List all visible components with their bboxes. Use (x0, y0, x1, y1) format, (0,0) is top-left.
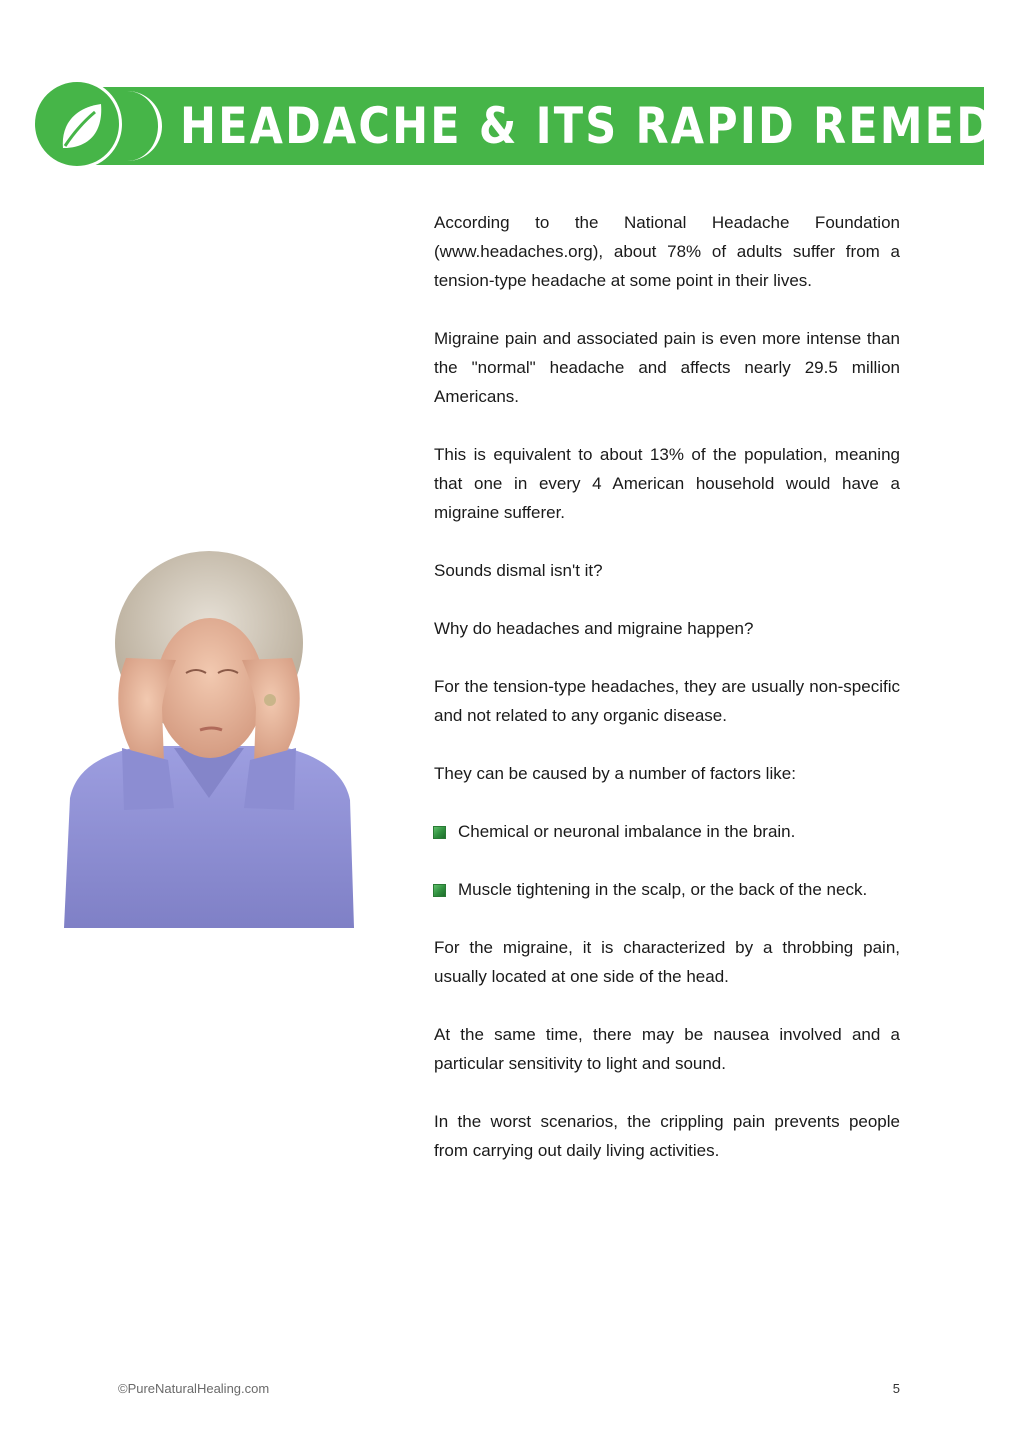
paragraph: Why do headaches and migraine happen? (434, 619, 754, 638)
footer-copyright: ©PureNaturalHealing.com (118, 1381, 270, 1396)
list-item-text: Chemical or neuronal imbalance in the brain. (458, 822, 796, 841)
square-bullet-icon (433, 884, 446, 897)
page-number: 5 (892, 1381, 900, 1396)
square-bullet-icon (433, 826, 446, 839)
paragraph: According to the National Headache Foundation (www.headaches.org), about 78% of adults suffer from a tension-type headache at some point in their lives. (434, 213, 900, 290)
leaf-icon (53, 98, 109, 156)
paragraph: At the same time, there may be nausea involved and a particular sensitivity to light and sound. (434, 1025, 900, 1073)
paragraph: For the migraine, it is characterized by a throbbing pain, usually located at one side of the head. (434, 938, 900, 986)
cause-list (434, 817, 900, 904)
list-item-text: Muscle tightening in the scalp, or the back of the neck. (458, 880, 868, 899)
paragraph: This is equivalent to about 13% of the population, meaning that one in every 4 American household would have a migraine sufferer. (434, 445, 900, 522)
header-banner (32, 79, 1024, 171)
paragraph: They can be caused by a number of factors like: (434, 764, 796, 783)
logo-badge (32, 79, 122, 169)
paragraph: In the worst scenarios, the crippling pain prevents people from carrying out daily living activities. (434, 1112, 900, 1160)
paragraph: For the tension-type headaches, they are usually non-specific and not related to any organic disease. (434, 677, 900, 725)
list-item (434, 817, 900, 846)
woman-with-headache-photo (64, 548, 354, 928)
paragraph: Migraine pain and associated pain is even more intense than the "normal" headache and affects nearly 29.5 million Americans. (434, 329, 900, 406)
list-item (434, 875, 900, 904)
paragraph: Sounds dismal isn't it? (434, 561, 603, 580)
page-title: HEADACHE & ITS RAPID REMEDY (180, 97, 1024, 155)
article-body (434, 208, 900, 1194)
